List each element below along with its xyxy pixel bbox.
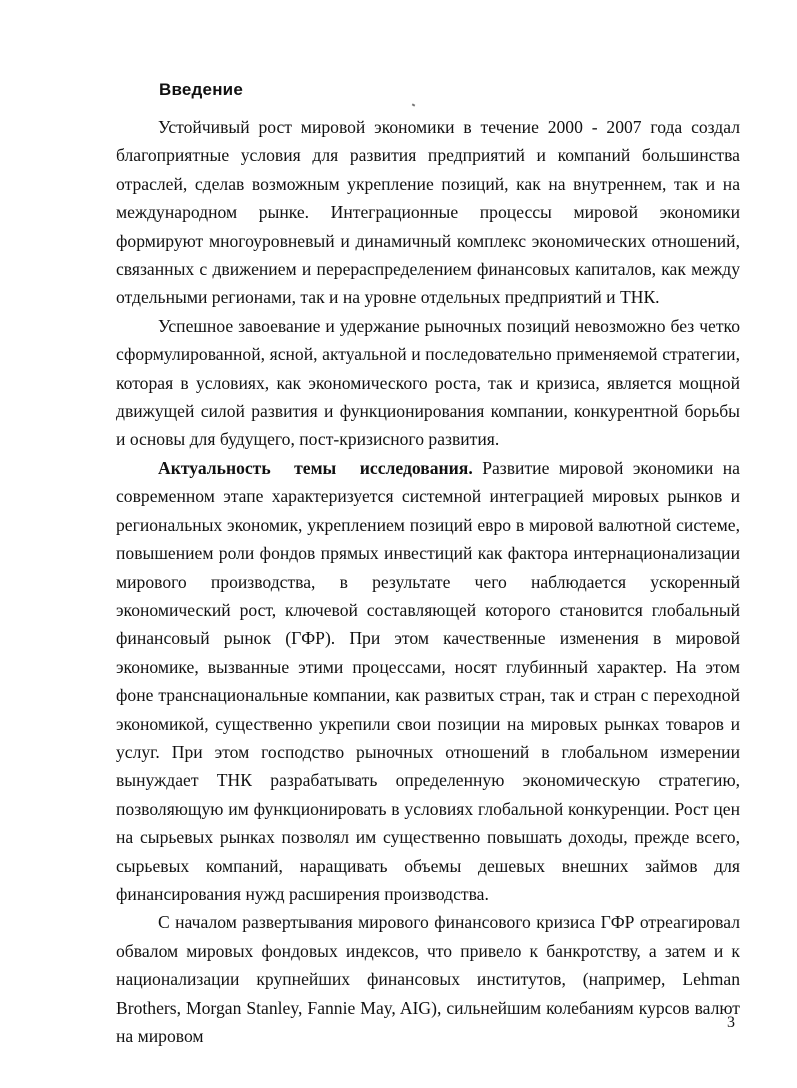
paragraph-3: [116, 454, 740, 909]
page-number: 3: [727, 1014, 735, 1031]
paragraph-3-text: Развитие мировой экономики на современном этапе характеризуется системной интеграцией мировых рынков и региональных экономик, укреплением позиций евро в мировой валютной системе, повышением роли фондов прямых инвестиций как фактора интернационализации мирового производства, в результате чего наблюдается ускоренный экономический рост, ключевой составляющей которого становится глобальный финансовый рынок (ГФР). При этом качественные изменения в мировой экономике, вызванные этими процессами, носят глубинный характер. На этом фоне транснациональные компании, как развитых стран, так и стран с переходной экономикой, существенно укрепили свои позиции на мировых рынках товаров и услуг. При этом господство рыночных отношений в глобальном измерении вынуждает ТНК разрабатывать определенную экономическую стратегию, позволяющую им функционировать в условиях глобальной конкуренции. Рост цен на сырьевых рынках позволял им существенно повышать доходы, прежде всего, сырьевых компаний, наращивать объемы дешевых внешних займов для финансирования нужд расширения производства.: [116, 457, 740, 904]
document-body: [116, 113, 740, 1050]
paragraph-2: Успешное завоевание и удержание рыночных позиций невозможно без четко сформулированной, ясной, актуальной и последовательно применяемой стратегии, которая в условиях, как экономического роста, так и кризиса, является мощной движущей силой развития и функционирования компании, конкурентной борьбы и основы для будущего, пост-кризисного развития.: [116, 315, 740, 450]
scan-artifact: [412, 103, 416, 106]
paragraph-1: Устойчивый рост мировой экономики в течение 2000 - 2007 года создал благоприятные условия для развития предприятий и компаний большинства отраслей, сделав возможным укрепление позиций, как на внутреннем, так и на международном рынке. Интеграционные процессы мировой экономики формируют многоуровневый и динамичный комплекс экономических отношений, связанных с движением и перераспределением финансовых капиталов, как между отдельными регионами, так и на уровне отдельных предприятий и ТНК.: [116, 117, 740, 308]
paragraph-lead-term: Актуальность темы исследования.: [158, 457, 473, 478]
section-heading: Введение: [159, 80, 243, 99]
paragraph-4: С началом развертывания мирового финансового кризиса ГФР отреагировал обвалом мировых фондовых индексов, что привело к банкротству, а затем и к национализации крупнейших финансовых институтов, (например, Lehman Brothers, Morgan Stanley, Fannie May, AIG), сильнейшим колебаниям курсов валют на мировом: [116, 912, 740, 1046]
